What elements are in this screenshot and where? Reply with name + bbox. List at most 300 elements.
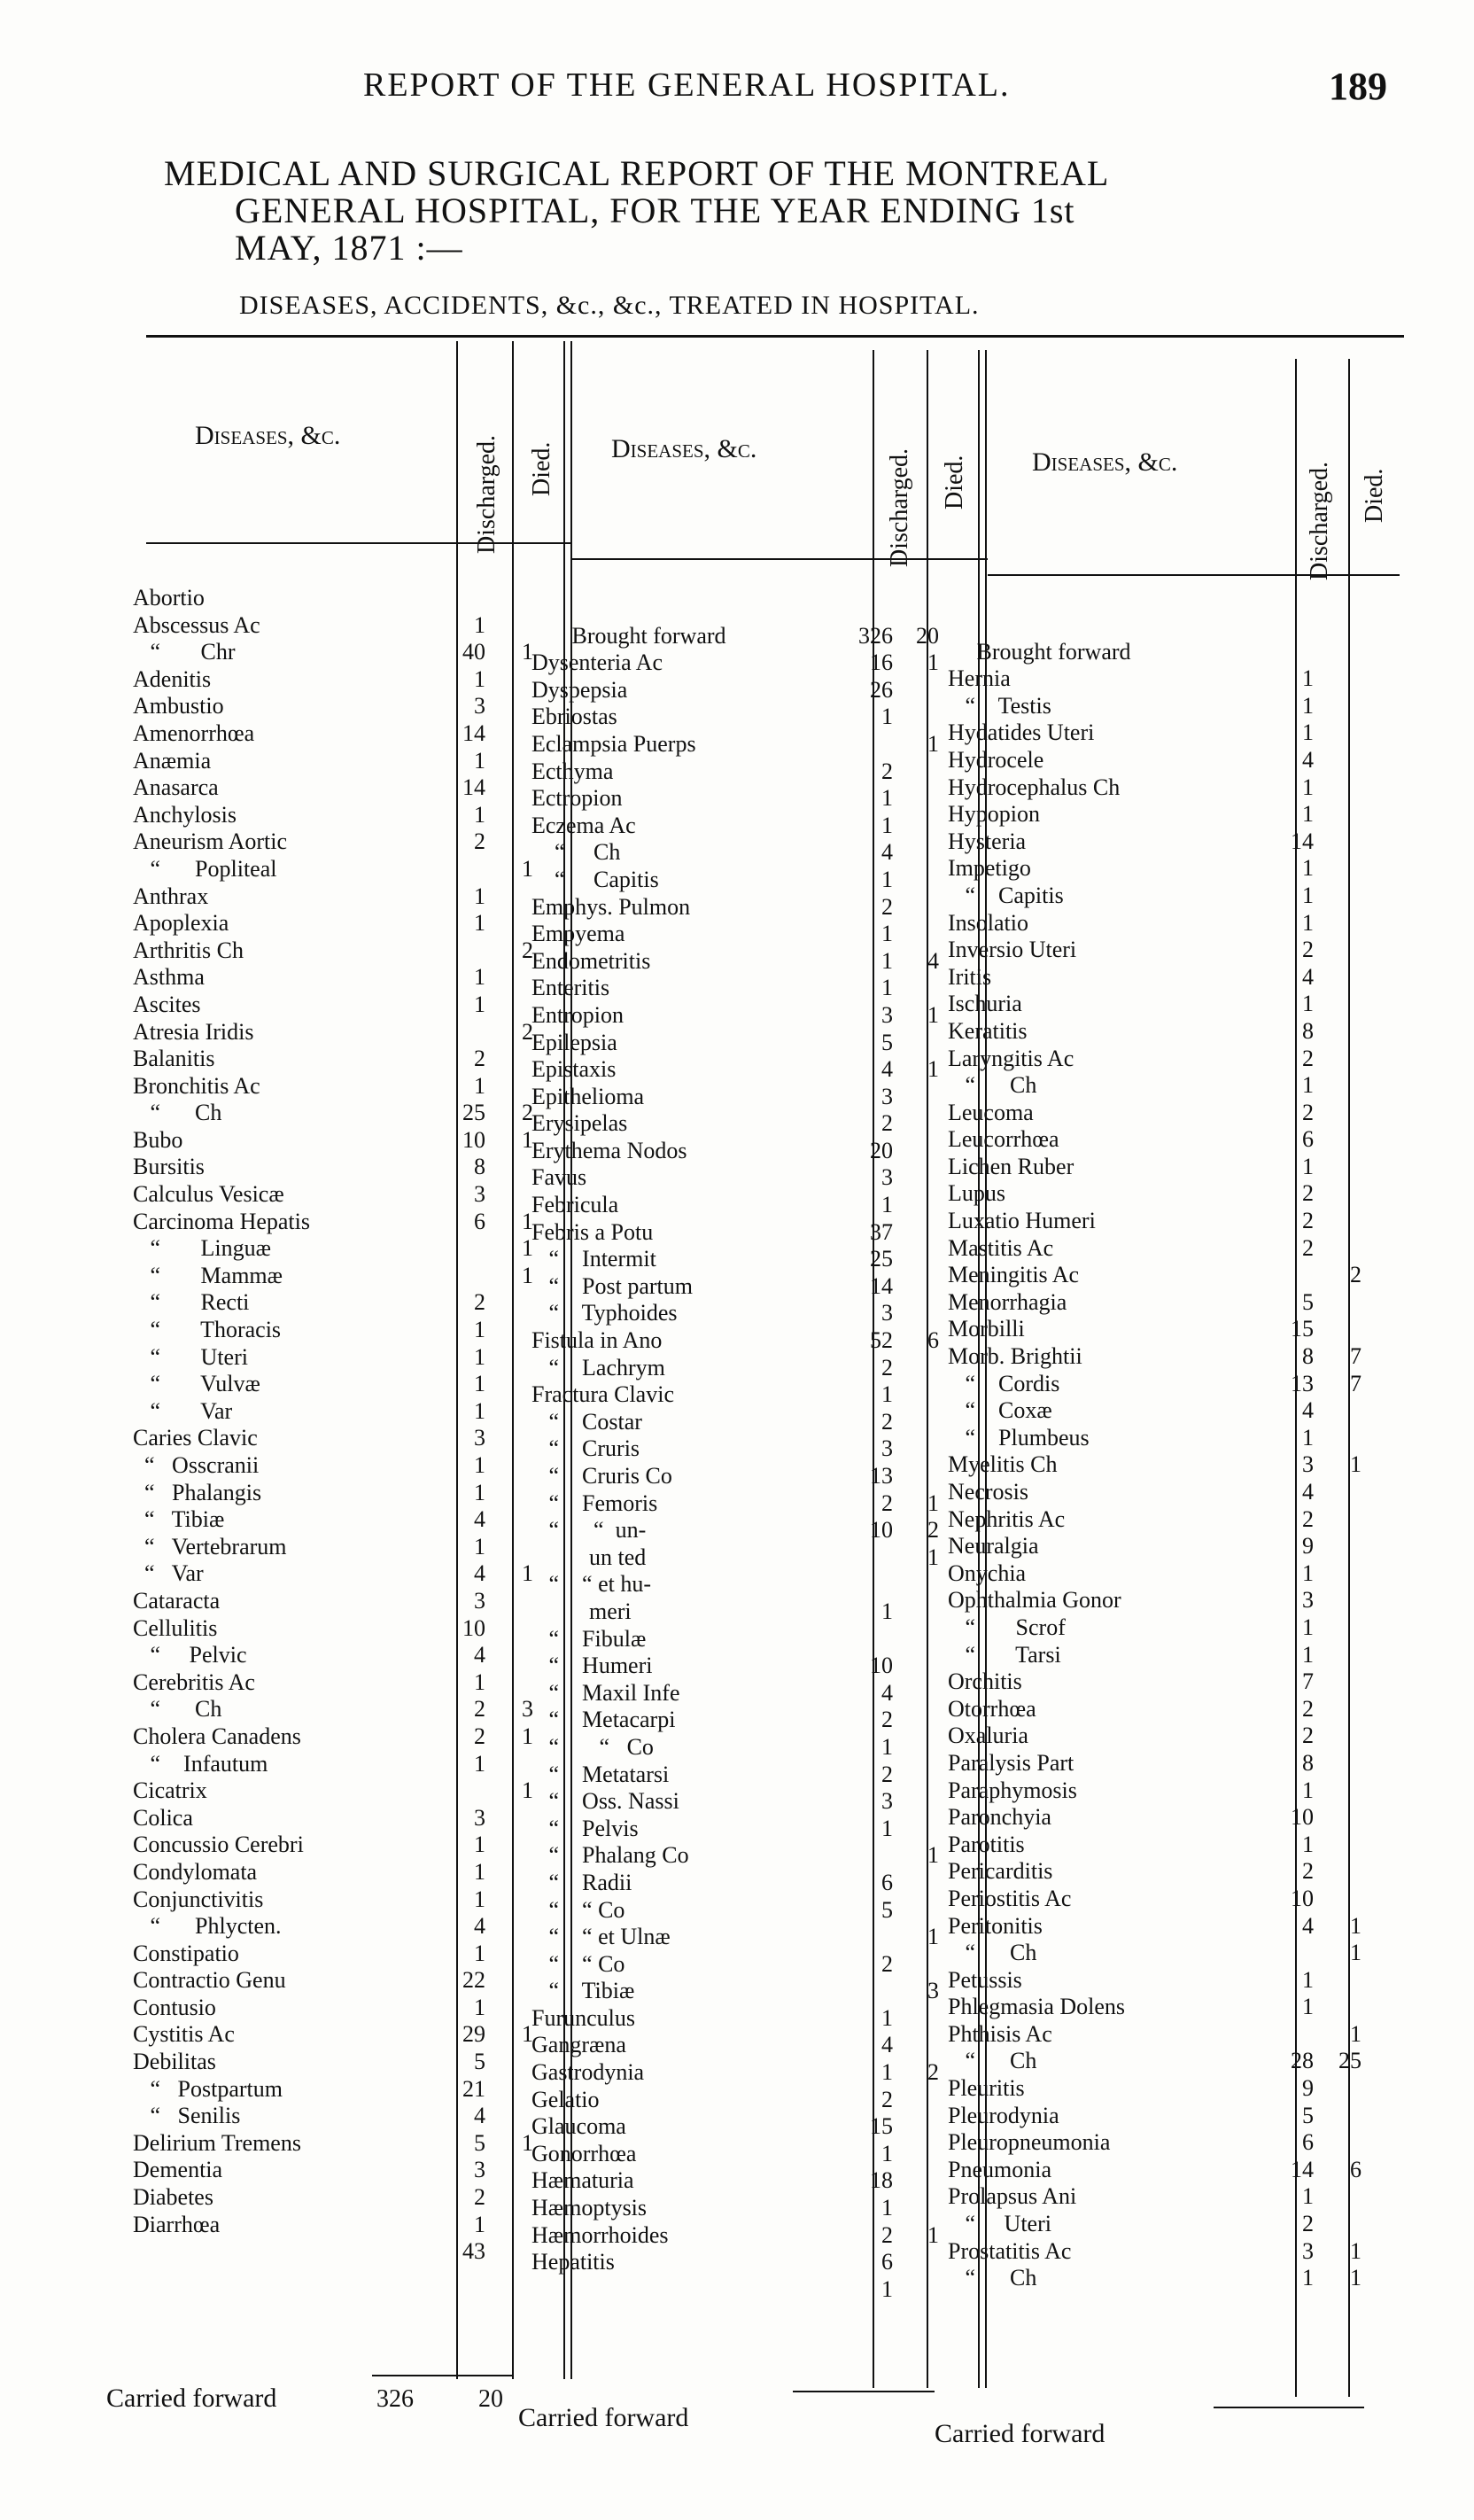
disease-name: Hæmorrhoides xyxy=(531,2221,669,2248)
disease-name: Aneurism Aortic xyxy=(133,828,288,855)
table-row xyxy=(948,1533,1391,1560)
disease-name: Conjunctivitis xyxy=(133,1886,264,1912)
disease-name: Atresia Iridis xyxy=(133,1018,254,1045)
running-head xyxy=(0,53,1474,124)
table-row xyxy=(133,1913,558,1941)
disease-name: Oxaluria xyxy=(948,1723,1028,1749)
disease-name: Concussio Cerebri xyxy=(133,1832,304,1858)
disease-name: Abortio xyxy=(133,585,205,611)
discharged-count: 1 xyxy=(474,1750,485,1777)
table-row xyxy=(948,1994,1391,2021)
table-row xyxy=(531,1978,974,2005)
disease-name: Iritis xyxy=(948,963,992,990)
table-row xyxy=(133,1073,558,1101)
discharged-count: 2 xyxy=(881,1761,893,1787)
disease-name: “ Ch xyxy=(531,839,621,866)
disease-name: Eclampsia Puerps xyxy=(531,730,696,757)
table-row xyxy=(531,677,974,704)
table-row xyxy=(133,666,558,694)
table-row xyxy=(948,1018,1391,1046)
disease-name: Anthrax xyxy=(133,883,209,909)
discharged-count: 2 xyxy=(1302,1858,1314,1885)
table-row xyxy=(531,2032,974,2059)
disease-name: Ambustio xyxy=(133,693,224,719)
discharged-count: 2 xyxy=(881,1408,893,1435)
table-row xyxy=(948,1886,1391,1913)
discharged-count: 10 xyxy=(870,1653,893,1679)
disease-name: “ Ch xyxy=(133,1696,222,1723)
table-row xyxy=(948,910,1391,937)
table-row xyxy=(531,1084,974,1111)
disease-name: Endometritis xyxy=(531,947,651,974)
table-row xyxy=(531,1897,974,1925)
table-row xyxy=(531,1164,974,1192)
died-count: 1 xyxy=(927,730,939,757)
table-row xyxy=(948,1343,1391,1371)
table-row xyxy=(948,774,1391,802)
disease-name: Cholera Canadens xyxy=(133,1723,301,1749)
discharged-count: 1 xyxy=(474,1533,485,1559)
discharged-count: 5 xyxy=(474,2129,485,2156)
discharged-count: 3 xyxy=(881,1164,893,1191)
disease-name: Petussis xyxy=(948,1966,1022,1993)
column-3-diseases-header: Diseases, &c. xyxy=(1032,447,1178,477)
discharged-count: 4 xyxy=(881,1056,893,1083)
discharged-count: 1 xyxy=(1302,801,1314,828)
table-row xyxy=(531,2222,974,2250)
discharged-count: 8 xyxy=(1302,1017,1314,1044)
disease-name: “ Fibulæ xyxy=(531,1625,647,1652)
discharged-count: 4 xyxy=(1302,1397,1314,1424)
table-row xyxy=(948,2183,1391,2211)
table-row xyxy=(531,1842,974,1870)
table-row xyxy=(133,1127,558,1155)
disease-name: Enteritis xyxy=(531,975,610,1001)
died-count: 1 xyxy=(522,1723,533,1749)
disease-name: Onychia xyxy=(948,1559,1027,1586)
discharged-count: 3 xyxy=(1302,1451,1314,1478)
discharged-count: 15 xyxy=(870,2113,893,2140)
discharged-count: 2 xyxy=(474,1046,485,1072)
discharged-count: 37 xyxy=(870,1218,893,1245)
table-row xyxy=(531,1598,974,1626)
table-row xyxy=(531,1435,974,1463)
died-count: 25 xyxy=(1338,2048,1362,2074)
table-row xyxy=(531,1246,974,1273)
discharged-count: 43 xyxy=(462,2238,485,2265)
disease-name: “ Thoracis xyxy=(133,1317,282,1343)
disease-name: Anæmia xyxy=(133,747,212,774)
table-row xyxy=(133,1100,558,1127)
discharged-count: 2 xyxy=(1302,1234,1314,1261)
discharged-count: 1 xyxy=(1302,1966,1314,1993)
discharged-count: 8 xyxy=(1302,1749,1314,1776)
discharged-count: 1 xyxy=(881,1381,893,1408)
disease-name: “ Var xyxy=(133,1397,233,1424)
discharged-count: 14 xyxy=(1291,828,1314,854)
table-row xyxy=(133,1209,558,1236)
disease-name: Febris a Potu xyxy=(531,1218,654,1245)
table-row xyxy=(948,1371,1391,1398)
discharged-count: 10 xyxy=(462,1126,485,1153)
disease-name: “ Popliteal xyxy=(133,855,277,882)
disease-name: Menorrhagia xyxy=(948,1288,1067,1315)
table-row xyxy=(133,1751,558,1778)
discharged-count: 8 xyxy=(474,1154,485,1180)
table-row xyxy=(948,1614,1391,1642)
disease-name: Emphys. Pulmon xyxy=(531,893,691,920)
table-row xyxy=(948,855,1391,883)
disease-name: Apoplexia xyxy=(133,910,229,937)
discharged-count: 3 xyxy=(474,1181,485,1208)
table-row xyxy=(948,2129,1391,2157)
disease-name: Inversio Uteri xyxy=(948,937,1077,963)
table-row xyxy=(133,774,558,802)
disease-name: “ Scrof xyxy=(948,1614,1066,1640)
disease-name: Favus xyxy=(531,1164,587,1191)
table-row xyxy=(948,1668,1391,1696)
died-count: 1 xyxy=(522,855,533,882)
table-row xyxy=(531,1002,974,1030)
column-1-carried-discharged: 326 xyxy=(376,2385,414,2413)
discharged-count: 1 xyxy=(1302,2183,1314,2210)
disease-name: “ Pelvic xyxy=(133,1642,247,1668)
disease-name: “ Ch xyxy=(948,1940,1037,1966)
table-row xyxy=(133,693,558,720)
table-row xyxy=(531,2113,974,2141)
disease-name: Cicatrix xyxy=(133,1777,207,1804)
died-count: 1 xyxy=(1350,1451,1362,1478)
table-row xyxy=(531,1110,974,1138)
died-count: 7 xyxy=(1350,1370,1362,1396)
discharged-count: 3 xyxy=(474,1587,485,1614)
discharged-count: 2 xyxy=(1302,1505,1314,1532)
discharged-count: 9 xyxy=(1302,1533,1314,1559)
disease-name: Pleuritis xyxy=(948,2075,1025,2102)
report-title-line-3: MAY, 1871 :— xyxy=(235,228,463,268)
table-row xyxy=(133,1019,558,1046)
table-row xyxy=(948,991,1391,1018)
discharged-count: 14 xyxy=(462,719,485,746)
column-1-carried-forward-label: Carried forward xyxy=(106,2384,277,2413)
disease-name: Colica xyxy=(133,1804,193,1831)
table-row xyxy=(133,2184,558,2212)
table-row xyxy=(133,2049,558,2076)
table-row xyxy=(133,802,558,829)
disease-name: “ Capitis xyxy=(531,866,659,892)
died-count: 1 xyxy=(1350,1940,1362,1966)
discharged-count: 4 xyxy=(1302,1912,1314,1939)
disease-name: Pericarditis xyxy=(948,1858,1053,1885)
discharged-count: 6 xyxy=(1302,2129,1314,2156)
discharged-count: 1 xyxy=(474,1886,485,1912)
table-row xyxy=(133,1967,558,1995)
disease-name: Glaucoma xyxy=(531,2113,626,2140)
disease-name: Anchylosis xyxy=(133,801,237,828)
running-title: REPORT OF THE GENERAL HOSPITAL. xyxy=(363,66,1011,104)
disease-name: Febricula xyxy=(531,1192,619,1218)
disease-name: Periostitis Ac xyxy=(948,1885,1072,1911)
discharged-count: 29 xyxy=(462,2021,485,2048)
disease-name: “ Ch xyxy=(948,2048,1037,2074)
table-row xyxy=(948,1235,1391,1263)
table-row xyxy=(531,1409,974,1436)
discharged-count: 1 xyxy=(474,910,485,937)
discharged-count: 4 xyxy=(881,1679,893,1706)
discharged-count: 1 xyxy=(1302,719,1314,746)
table-row xyxy=(133,992,558,1019)
table-row xyxy=(948,1397,1391,1425)
disease-name: Luxatio Humeri xyxy=(948,1208,1096,1234)
disease-name: Lupus xyxy=(948,1180,1005,1207)
table-row xyxy=(133,1425,558,1452)
table-row xyxy=(531,623,974,650)
discharged-count: 1 xyxy=(881,2059,893,2086)
disease-name: “ “ Co xyxy=(531,1733,654,1760)
table-row xyxy=(133,1642,558,1669)
disease-name: Impetigo xyxy=(948,855,1031,882)
discharged-count: 10 xyxy=(1291,1804,1314,1831)
report-title xyxy=(164,155,1404,267)
table-row xyxy=(133,1859,558,1886)
discharged-count: 5 xyxy=(474,2049,485,2075)
discharged-count: 1 xyxy=(474,1668,485,1695)
disease-name: Meningitis Ac xyxy=(948,1262,1080,1288)
discharged-count: 1 xyxy=(1302,909,1314,936)
table-row xyxy=(948,1913,1391,1941)
discharged-count: 1 xyxy=(1302,1153,1314,1179)
disease-name: “ Ch xyxy=(133,1100,222,1126)
column-3-header-rule xyxy=(988,574,1400,576)
disease-name: Laryngitis Ac xyxy=(948,1045,1074,1071)
disease-name: “ Maxil Infe xyxy=(531,1679,680,1706)
disease-name: “ Tibiæ xyxy=(133,1506,225,1533)
table-row xyxy=(531,1788,974,1816)
disease-name: “ Osscranii xyxy=(133,1452,260,1478)
discharged-count: 9 xyxy=(1302,2075,1314,2102)
table-row xyxy=(133,1344,558,1372)
table-row xyxy=(133,2130,558,2158)
table-row xyxy=(531,2141,974,2168)
discharged-count: 1 xyxy=(474,1371,485,1397)
disease-name: Pleurodynia xyxy=(948,2102,1059,2128)
discharged-count: 1 xyxy=(1302,1072,1314,1099)
column-3-entries xyxy=(948,611,1391,2292)
discharged-count: 2 xyxy=(474,2184,485,2211)
table-row xyxy=(531,1924,974,1951)
table-row xyxy=(948,1289,1391,1317)
died-count: 1 xyxy=(522,1560,533,1587)
discharged-count: 1 xyxy=(881,2140,893,2166)
discharged-count: 1 xyxy=(1302,1424,1314,1451)
discharged-count: 5 xyxy=(1302,2102,1314,2128)
discharged-count: 1 xyxy=(881,947,893,974)
table-row xyxy=(948,2238,1391,2266)
disease-name: Cerebritis Ac xyxy=(133,1668,255,1695)
table-row xyxy=(133,1480,558,1507)
discharged-count: 1 xyxy=(474,991,485,1017)
table-row xyxy=(133,1181,558,1209)
died-count: 3 xyxy=(522,1696,533,1723)
discharged-count: 8 xyxy=(1302,1343,1314,1370)
discharged-count: 1 xyxy=(474,611,485,638)
died-count: 1 xyxy=(927,1842,939,1869)
disease-name: Hydrocephalus Ch xyxy=(948,774,1121,800)
column-2-header-rule xyxy=(571,558,988,560)
report-title-line-1: MEDICAL AND SURGICAL REPORT OF THE MONTREAL xyxy=(164,153,1110,193)
discharged-count: 26 xyxy=(870,676,893,703)
disease-name: Morbilli xyxy=(948,1316,1025,1342)
discharged-count: 14 xyxy=(870,1272,893,1299)
disease-name: Cystitis Ac xyxy=(133,2021,235,2048)
disease-name: Asthma xyxy=(133,964,205,991)
table-row xyxy=(133,1805,558,1832)
died-count: 1 xyxy=(522,1126,533,1153)
table-row xyxy=(133,1452,558,1480)
disease-name: “ Coxæ xyxy=(948,1397,1052,1424)
table-row xyxy=(133,585,558,612)
table-row xyxy=(133,639,558,666)
discharged-count: 1 xyxy=(474,1317,485,1343)
table-row xyxy=(531,649,974,677)
disease-name: “ Ch xyxy=(948,1072,1037,1099)
disease-name: “ Mammæ xyxy=(133,1262,283,1288)
discharged-count: 13 xyxy=(870,1463,893,1489)
column-1-entries xyxy=(133,585,558,2266)
disease-name: Prostatitis Ac xyxy=(948,2237,1072,2264)
table-row xyxy=(531,1490,974,1518)
disease-name: Furunculus xyxy=(531,2004,635,2031)
discharged-count: 1 xyxy=(474,964,485,991)
table-row xyxy=(531,1463,974,1490)
disease-name: Ophthalmia Gonor xyxy=(948,1587,1121,1614)
disease-name: Paronchyia xyxy=(948,1804,1051,1831)
discharged-count: 1 xyxy=(881,1815,893,1841)
discharged-count: 2 xyxy=(881,1110,893,1137)
discharged-count: 4 xyxy=(1302,963,1314,990)
discharged-count: 4 xyxy=(474,2103,485,2129)
disease-name: Dyspepsia xyxy=(531,676,628,703)
died-count: 2 xyxy=(1350,1262,1362,1288)
discharged-count: 1 xyxy=(474,1072,485,1099)
table-row xyxy=(133,883,558,911)
discharged-count: 21 xyxy=(462,2075,485,2102)
died-count: 2 xyxy=(522,1100,533,1126)
died-count: 7 xyxy=(1350,1343,1362,1370)
died-count: 6 xyxy=(1350,2156,1362,2182)
discharged-count: 4 xyxy=(881,2032,893,2058)
disease-name: “ Uteri xyxy=(948,2211,1051,2237)
discharged-count: 2 xyxy=(881,2086,893,2112)
disease-name: “ Testis xyxy=(948,692,1051,719)
table-row xyxy=(531,1138,974,1165)
discharged-count: 2 xyxy=(1302,2211,1314,2237)
discharged-count: 2 xyxy=(881,1489,893,1516)
disease-name: “ Var xyxy=(133,1560,204,1587)
disease-name: meri xyxy=(531,1598,632,1624)
discharged-count: 1 xyxy=(1302,1777,1314,1803)
died-count: 1 xyxy=(1350,1912,1362,1939)
discharged-count: 2 xyxy=(474,828,485,855)
disease-name: Bursitis xyxy=(133,1154,205,1180)
discharged-count: 3 xyxy=(474,1425,485,1451)
discharged-count: 3 xyxy=(881,1001,893,1028)
discharged-count: 1 xyxy=(881,2195,893,2221)
table-row xyxy=(948,611,1391,639)
table-row xyxy=(531,2059,974,2087)
discharged-count: 15 xyxy=(1291,1316,1314,1342)
discharged-count: 4 xyxy=(474,1560,485,1587)
table-row xyxy=(948,937,1391,964)
table-row xyxy=(133,2021,558,2049)
died-count: 2 xyxy=(927,2059,939,2086)
column-1-discharged-header: Discharged. xyxy=(473,435,500,554)
table-row xyxy=(948,1696,1391,1723)
disease-name: Contusio xyxy=(133,1994,216,2020)
table-row xyxy=(133,2157,558,2184)
discharged-count: 13 xyxy=(1291,1370,1314,1396)
table-row xyxy=(948,1126,1391,1154)
died-count: 2 xyxy=(522,937,533,963)
disease-name: Condylomata xyxy=(133,1858,258,1885)
discharged-count: 10 xyxy=(870,1517,893,1544)
discharged-count: 1 xyxy=(1302,1614,1314,1640)
died-count: 1 xyxy=(927,1056,939,1083)
died-count: 1 xyxy=(522,1208,533,1234)
discharged-count: 2 xyxy=(1302,1695,1314,1722)
table-row xyxy=(948,964,1391,992)
discharged-count: 3 xyxy=(881,1788,893,1815)
table-row xyxy=(948,1967,1391,1995)
discharged-count: 1 xyxy=(1302,882,1314,908)
discharged-count: 2 xyxy=(1302,937,1314,963)
table-row xyxy=(531,1327,974,1355)
discharged-count: 2 xyxy=(1302,1099,1314,1125)
disease-name: Diabetes xyxy=(133,2184,213,2211)
discharged-count: 18 xyxy=(870,2167,893,2194)
disease-name: “ Post partum xyxy=(531,1272,693,1299)
discharged-count: 4 xyxy=(474,1913,485,1940)
discharged-count: 1 xyxy=(474,1397,485,1424)
table-row xyxy=(133,1371,558,1398)
discharged-count: 3 xyxy=(881,1083,893,1109)
discharged-count: 2 xyxy=(1302,1208,1314,1234)
table-row xyxy=(133,964,558,992)
table-row xyxy=(948,1560,1391,1588)
table-row xyxy=(133,828,558,856)
disease-name: Nephritis Ac xyxy=(948,1505,1066,1532)
discharged-count: 25 xyxy=(870,1246,893,1272)
table-row xyxy=(531,1273,974,1301)
discharged-count: 1 xyxy=(1302,1559,1314,1586)
discharged-count: 4 xyxy=(474,1642,485,1668)
table-row xyxy=(531,704,974,731)
table-row xyxy=(531,894,974,922)
discharged-count: 2 xyxy=(1302,1723,1314,1749)
disease-name: Leucoma xyxy=(948,1099,1034,1125)
discharged-count: 1 xyxy=(474,883,485,909)
died-count: 1 xyxy=(1350,2265,1362,2291)
discharged-count: 5 xyxy=(881,1029,893,1055)
disease-name: “ Lachrym xyxy=(531,1354,665,1381)
died-count: 1 xyxy=(522,2021,533,2048)
table-row xyxy=(948,2048,1391,2075)
died-count: 20 xyxy=(916,622,939,649)
disease-name: Otorrhœa xyxy=(948,1695,1036,1722)
table-row xyxy=(948,883,1391,910)
disease-name: Parotitis xyxy=(948,1831,1025,1857)
disease-name: Ectropion xyxy=(531,785,623,812)
